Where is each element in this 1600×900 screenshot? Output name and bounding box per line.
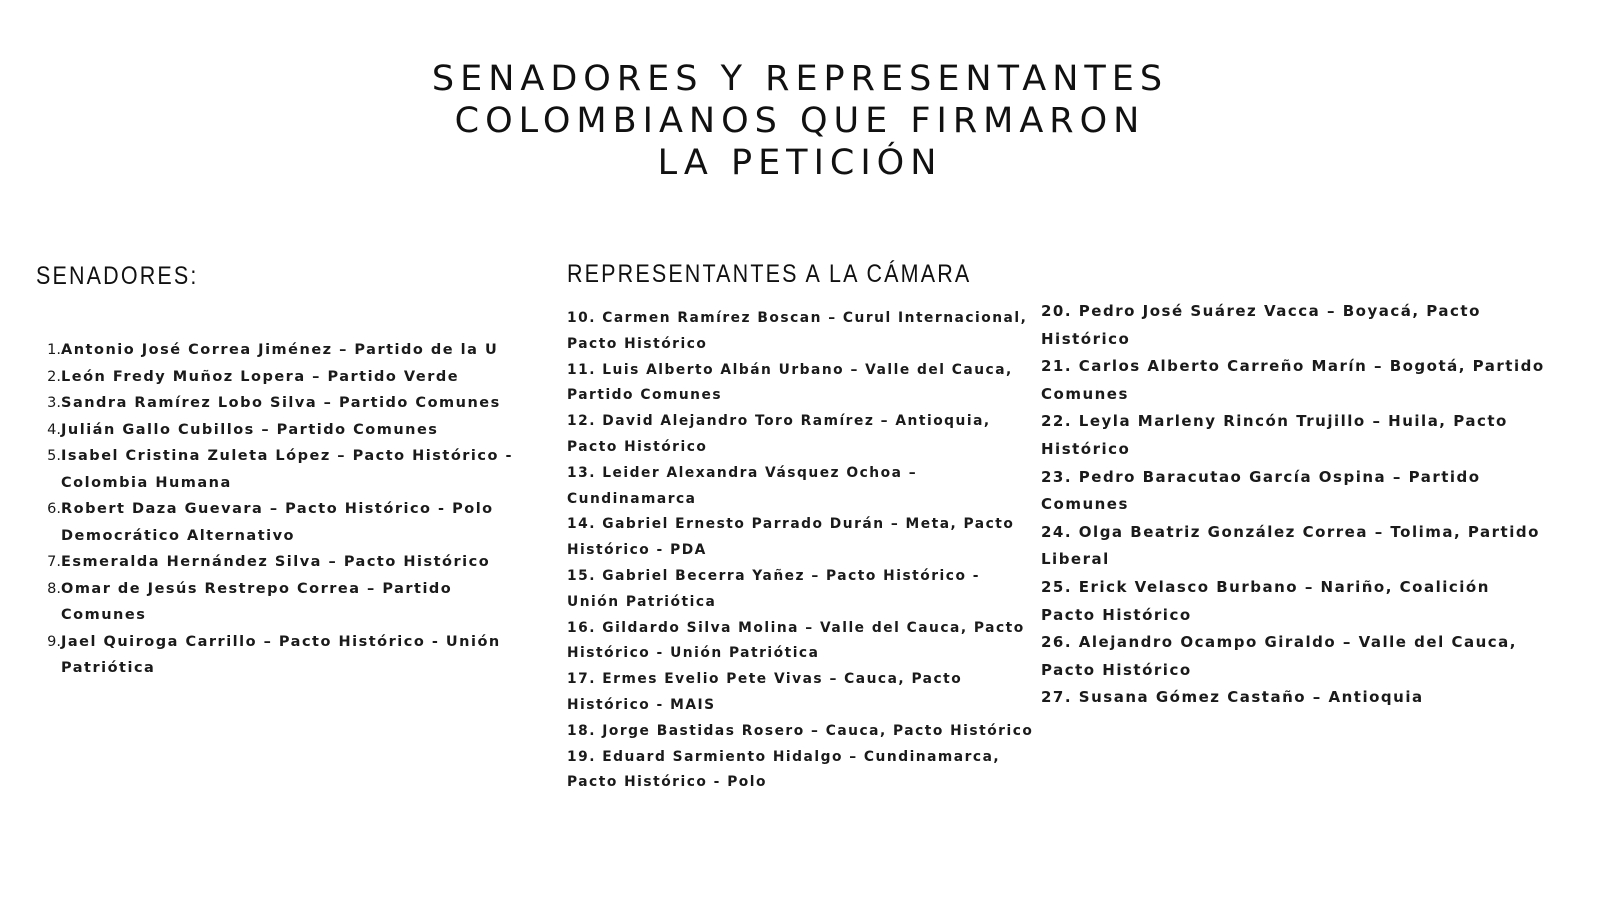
item-text: Antonio José Correa Jiménez – Partido de la U	[61, 342, 499, 358]
list-item	[36, 549, 526, 576]
item-number: 6.	[47, 501, 61, 517]
item-number: 7.	[47, 554, 61, 570]
representantes-column-1	[567, 306, 1037, 796]
list-item: 13. Leider Alexandra Vásquez Ochoa – Cundinamarca	[567, 464, 918, 507]
representantes-heading: REPRESENTANTES A LA CÁMARA	[567, 260, 972, 288]
list-item	[36, 629, 526, 682]
list-item: 17. Ermes Evelio Pete Vivas – Cauca, Pacto Histórico - MAIS	[567, 671, 963, 713]
list-item: 22. Leyla Marleny Rincón Trujillo – Huila, Pacto Histórico	[1041, 412, 1508, 458]
list-item: 12. David Alejandro Toro Ramírez – Antioquia, Pacto Histórico	[567, 413, 991, 455]
list-item: 23. Pedro Baracutao García Ospina – Partido Comunes	[1041, 467, 1481, 514]
item-text: Isabel Cristina Zuleta López – Pacto Histórico - Colombia Humana	[61, 448, 514, 491]
representantes-column-2	[1041, 298, 1551, 712]
item-number: 2.	[47, 368, 61, 385]
item-number: 9.	[47, 633, 61, 650]
senadores-list	[36, 337, 526, 682]
list-item	[36, 390, 526, 417]
list-item: 11. Luis Alberto Albán Urbano – Valle del Cauca, Partido Comunes	[567, 361, 1013, 404]
page-title	[0, 58, 1600, 184]
list-item	[36, 576, 526, 629]
list-item: 10. Carmen Ramírez Boscan – Curul Internacional, Pacto Histórico	[567, 310, 1028, 352]
item-text: Jael Quiroga Carrillo – Pacto Histórico - Unión Patriótica	[61, 633, 501, 676]
item-text: Julián Gallo Cubillos – Partido Comunes	[61, 421, 439, 438]
list-item	[36, 364, 526, 391]
item-text: Esmeralda Hernández Silva – Pacto Histórico	[61, 554, 491, 570]
list-item	[36, 443, 526, 496]
item-number: 8.	[47, 580, 61, 597]
list-item: 25. Erick Velasco Burbano – Nariño, Coalición Pacto Histórico	[1041, 577, 1490, 624]
list-item: 18. Jorge Bastidas Rosero – Cauca, Pacto Histórico	[567, 722, 1034, 739]
title-line-1: SENADORES Y REPRESENTANTES	[431, 59, 1169, 99]
list-item	[36, 496, 526, 549]
list-item: 16. Gildardo Silva Molina – Valle del Cauca, Pacto Histórico - Unión Patriótica	[567, 619, 1025, 662]
list-item: 26. Alejandro Ocampo Giraldo – Valle del Cauca, Pacto Histórico	[1041, 633, 1517, 679]
item-number: 3.	[47, 395, 61, 411]
list-item: 21. Carlos Alberto Carreño Marín – Bogotá, Partido Comunes	[1041, 357, 1545, 403]
list-item: 15. Gabriel Becerra Yañez – Pacto Histórico - Unión Patriótica	[567, 567, 980, 610]
senadores-heading: SENADORES:	[36, 262, 199, 290]
item-text: Robert Daza Guevara – Pacto Histórico - Polo Democrático Alternativo	[61, 501, 494, 544]
title-line-3: LA PETICIÓN	[657, 143, 943, 183]
item-number: 5.	[47, 448, 61, 464]
list-item	[36, 417, 526, 444]
title-line-2: COLOMBIANOS QUE FIRMARON	[454, 101, 1146, 141]
item-number: 1.	[47, 342, 61, 358]
item-text: León Fredy Muñoz Lopera – Partido Verde	[61, 368, 460, 385]
list-item: 27. Susana Gómez Castaño – Antioquia	[1041, 688, 1424, 707]
list-item: 19. Eduard Sarmiento Hidalgo – Cundinamarca, Pacto Histórico - Polo	[567, 748, 1001, 791]
list-item: 24. Olga Beatriz González Correa – Tolima, Partido Liberal	[1041, 522, 1540, 569]
list-item	[36, 337, 526, 364]
list-item: 14. Gabriel Ernesto Parrado Durán – Meta, Pacto Histórico - PDA	[567, 516, 1015, 559]
item-text: Omar de Jesús Restrepo Correa – Partido Comunes	[61, 580, 453, 623]
item-text: Sandra Ramírez Lobo Silva – Partido Comunes	[61, 395, 501, 411]
item-number: 4.	[47, 421, 61, 438]
list-item: 20. Pedro José Suárez Vacca – Boyacá, Pacto Histórico	[1041, 302, 1481, 348]
